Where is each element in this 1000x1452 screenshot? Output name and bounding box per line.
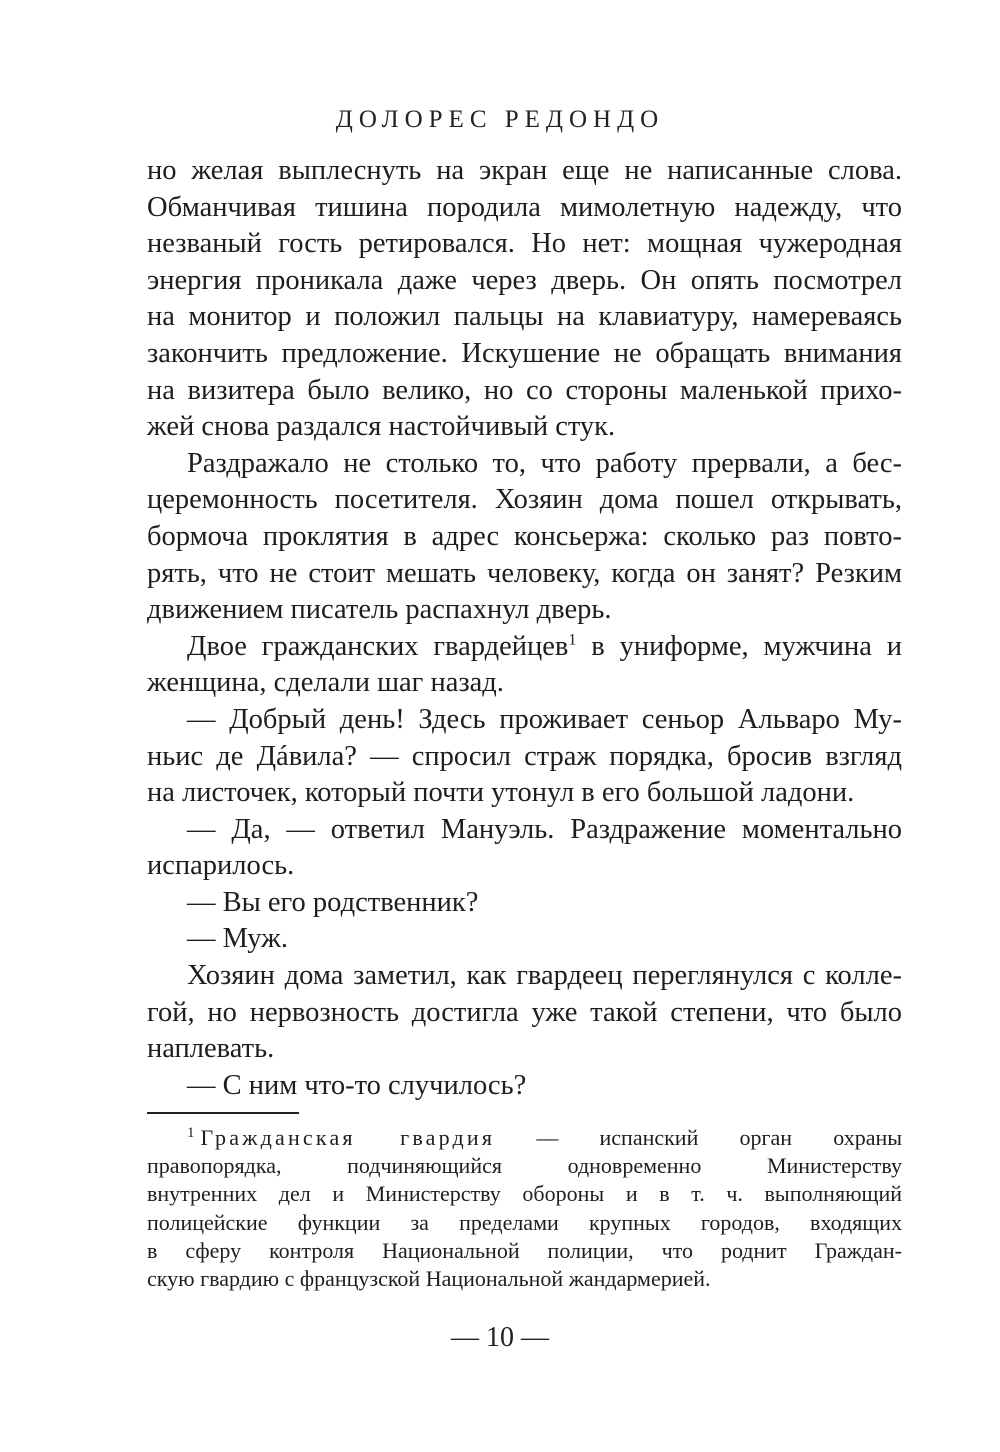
footnote-line: в сферу контроля Национальной полиции, что роднит Граждан- <box>147 1237 902 1263</box>
text-line: на листочек, который почти утонул в его большой ладони. <box>147 777 855 809</box>
text-line: энергия проникала даже через дверь. Он опять посмотрел <box>147 264 902 296</box>
body-text <box>147 153 902 1104</box>
text-line: ньис де Дáвила? — спросил страж порядка, бросив взгляд <box>147 740 902 772</box>
footnote-line: правопорядка, подчиняющийся одновременно Министерству <box>147 1153 902 1179</box>
footnote-marker: 1 <box>187 1124 195 1141</box>
footnote-reference: 1 <box>568 631 577 649</box>
text-line: на визитера было велико, но со стороны маленькой прихо- <box>147 374 902 406</box>
text-line: женщина, сделали шаг назад. <box>147 667 504 699</box>
text-line: Раздражало не столько то, что работу прервали, а бес- <box>187 447 902 479</box>
footnote-line <box>147 1124 902 1152</box>
text-line: незваный гость ретировался. Но нет: мощная чужеродная <box>147 228 902 260</box>
text-line: но желая выплеснуть на экран еще не написанные слова. <box>147 155 902 186</box>
text-line: бормоча проклятия в адрес консьержа: сколько раз повто- <box>147 520 902 552</box>
dialogue-line: — С ним что-то случилось? <box>187 1069 527 1101</box>
text-line: Хозяин дома заметил, как гвардеец переглянулся с колле- <box>187 960 902 992</box>
text-line: Обманчивая тишина породила мимолетную надежду, что <box>147 191 902 223</box>
text-line: наплевать. <box>147 1033 275 1065</box>
text-line: на монитор и положил пальцы на клавиатуру, намереваясь <box>147 301 902 333</box>
footnote-line: скую гвардию с французской Национальной жандармерией. <box>147 1265 711 1291</box>
dialogue-line: — Добрый день! Здесь проживает сеньор Альваро Му- <box>187 703 902 735</box>
page-number: — 10 — <box>451 1322 549 1353</box>
footnote-ref-rest: в униформе, мужчина и <box>591 630 903 662</box>
text-line: движением писатель распахнул дверь. <box>147 594 612 626</box>
footnote-line: полицейские функции за пределами крупных городов, входящих <box>147 1209 902 1235</box>
footnote-text: — испанский орган охраны <box>495 1125 903 1150</box>
footnote-line: внутренних дел и Министерству обороны и в т. ч. выполняющий <box>147 1181 902 1207</box>
text-line: гой, но нервозность достигла уже такой степени, что было <box>147 996 902 1028</box>
running-head: ДОЛОРЕС РЕДОНДО <box>335 106 665 133</box>
text-line: жей снова раздался настойчивый стук. <box>147 411 616 443</box>
text-line: рять, что не стоит мешать человеку, когда он занят? Резким <box>147 557 902 589</box>
dialogue-line: — Да, — ответил Мануэль. Раздражение моментально <box>187 813 902 845</box>
text-line: закончить предложение. Искушение не обращать внимания <box>147 337 902 369</box>
text-line-with-footnote-ref <box>147 629 902 666</box>
footnote-divider <box>147 1112 299 1114</box>
text-line: испарилось. <box>147 850 295 882</box>
dialogue-line: — Вы его родственник? <box>187 886 479 918</box>
footnote-block <box>147 1124 902 1293</box>
dialogue-line: — Муж. <box>187 923 288 955</box>
footnote-ref-text: Двое гражданских гвардейцев <box>187 630 569 662</box>
text-line: церемонность посетителя. Хозяин дома пошел открывать, <box>147 484 902 516</box>
footnote-term: Гражданская гвардия <box>200 1125 496 1150</box>
